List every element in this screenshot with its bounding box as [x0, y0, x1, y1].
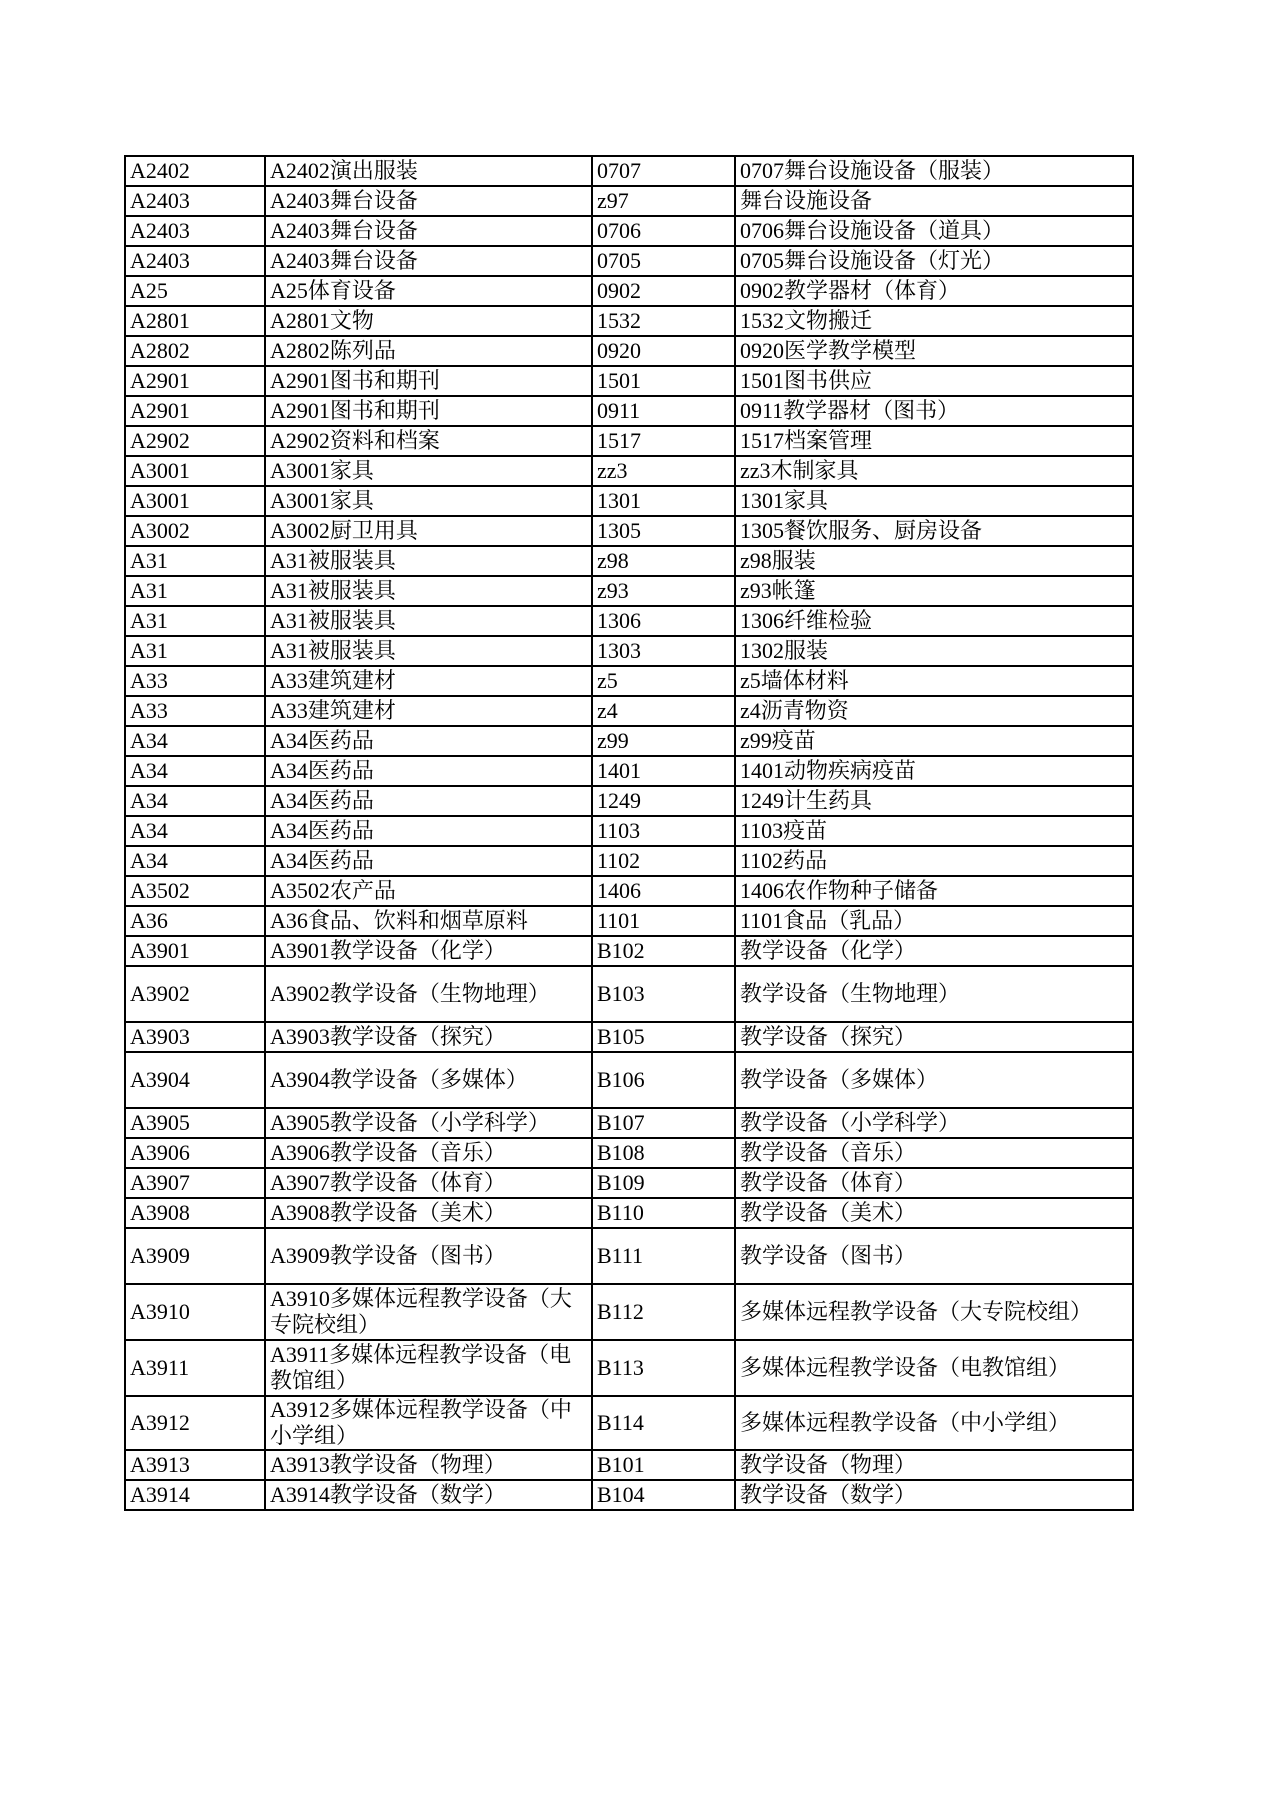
table-row — [125, 966, 1133, 1022]
item-code-cell: 1103 — [592, 816, 735, 846]
table-row — [125, 756, 1133, 786]
category-code-cell: A31 — [125, 606, 265, 636]
table-row — [125, 1052, 1133, 1108]
table-row — [125, 1168, 1133, 1198]
item-name-cell: 0707舞台设施设备（服装） — [735, 156, 1133, 186]
category-code-cell: A2802 — [125, 336, 265, 366]
item-code-cell: B112 — [592, 1284, 735, 1340]
item-code-cell: 1301 — [592, 486, 735, 516]
table-row — [125, 1228, 1133, 1284]
item-name-cell: 教学设备（美术） — [735, 1198, 1133, 1228]
category-name-cell: A3904教学设备（多媒体） — [265, 1052, 592, 1108]
item-name-cell: 教学设备（体育） — [735, 1168, 1133, 1198]
table-row — [125, 1198, 1133, 1228]
item-code-cell: z4 — [592, 696, 735, 726]
item-name-cell: 0911教学器材（图书） — [735, 396, 1133, 426]
item-code-cell: 1501 — [592, 366, 735, 396]
item-name-cell: 1306纤维检验 — [735, 606, 1133, 636]
category-code-cell: A33 — [125, 666, 265, 696]
item-code-cell: B102 — [592, 936, 735, 966]
table-row — [125, 786, 1133, 816]
category-name-cell: A2403舞台设备 — [265, 186, 592, 216]
category-code-cell: A2402 — [125, 156, 265, 186]
category-code-cell: A34 — [125, 756, 265, 786]
category-code-cell: A31 — [125, 636, 265, 666]
table-row — [125, 1138, 1133, 1168]
item-name-cell: 1305餐饮服务、厨房设备 — [735, 516, 1133, 546]
category-code-cell: A2403 — [125, 246, 265, 276]
item-name-cell: 1501图书供应 — [735, 366, 1133, 396]
item-code-cell: 1532 — [592, 306, 735, 336]
item-code-cell: z97 — [592, 186, 735, 216]
item-code-cell: B104 — [592, 1480, 735, 1510]
item-code-cell: 1305 — [592, 516, 735, 546]
item-name-cell: zz3木制家具 — [735, 456, 1133, 486]
category-code-cell: A3907 — [125, 1168, 265, 1198]
item-name-cell: 多媒体远程教学设备（大专院校组） — [735, 1284, 1133, 1340]
table-row — [125, 936, 1133, 966]
item-code-cell: B109 — [592, 1168, 735, 1198]
item-code-cell: z5 — [592, 666, 735, 696]
category-code-cell: A3905 — [125, 1108, 265, 1138]
item-name-cell: 0920医学教学模型 — [735, 336, 1133, 366]
category-code-cell: A3002 — [125, 516, 265, 546]
item-name-cell: 教学设备（小学科学） — [735, 1108, 1133, 1138]
item-name-cell: 1406农作物种子储备 — [735, 876, 1133, 906]
item-name-cell: 教学设备（物理） — [735, 1450, 1133, 1480]
table-row — [125, 726, 1133, 756]
item-code-cell: 1101 — [592, 906, 735, 936]
table-row — [125, 276, 1133, 306]
category-code-cell: A3001 — [125, 486, 265, 516]
category-name-cell: A34医药品 — [265, 786, 592, 816]
category-name-cell: A36食品、饮料和烟草原料 — [265, 906, 592, 936]
category-name-cell: A3908教学设备（美术） — [265, 1198, 592, 1228]
category-code-cell: A3901 — [125, 936, 265, 966]
item-name-cell: z99疫苗 — [735, 726, 1133, 756]
item-name-cell: 1532文物搬迁 — [735, 306, 1133, 336]
item-code-cell: 0706 — [592, 216, 735, 246]
table-row — [125, 246, 1133, 276]
item-name-cell: 1301家具 — [735, 486, 1133, 516]
category-name-cell: A25体育设备 — [265, 276, 592, 306]
item-name-cell: 教学设备（多媒体） — [735, 1052, 1133, 1108]
category-name-cell: A31被服装具 — [265, 606, 592, 636]
table-row — [125, 516, 1133, 546]
item-code-cell: 1306 — [592, 606, 735, 636]
table-row — [125, 546, 1133, 576]
item-code-cell: B114 — [592, 1396, 735, 1450]
item-name-cell: 教学设备（数学） — [735, 1480, 1133, 1510]
item-code-cell: B106 — [592, 1052, 735, 1108]
item-name-cell: z4沥青物资 — [735, 696, 1133, 726]
category-code-cell: A3904 — [125, 1052, 265, 1108]
category-code-cell: A3910 — [125, 1284, 265, 1340]
category-name-cell: A34医药品 — [265, 756, 592, 786]
category-name-cell: A3901教学设备（化学） — [265, 936, 592, 966]
code-mapping-table — [124, 155, 1134, 1511]
table-row — [125, 816, 1133, 846]
item-code-cell: 0902 — [592, 276, 735, 306]
item-name-cell: 1249计生药具 — [735, 786, 1133, 816]
category-code-cell: A33 — [125, 696, 265, 726]
table-row — [125, 696, 1133, 726]
item-code-cell: B101 — [592, 1450, 735, 1480]
table-row — [125, 456, 1133, 486]
item-code-cell: 0707 — [592, 156, 735, 186]
item-code-cell: B105 — [592, 1022, 735, 1052]
category-code-cell: A2403 — [125, 186, 265, 216]
category-name-cell: A3902教学设备（生物地理） — [265, 966, 592, 1022]
item-name-cell: z5墙体材料 — [735, 666, 1133, 696]
category-code-cell: A3912 — [125, 1396, 265, 1450]
item-name-cell: 1102药品 — [735, 846, 1133, 876]
table-row — [125, 606, 1133, 636]
table-row — [125, 1450, 1133, 1480]
category-name-cell: A3905教学设备（小学科学） — [265, 1108, 592, 1138]
item-code-cell: 1517 — [592, 426, 735, 456]
item-code-cell: z98 — [592, 546, 735, 576]
category-name-cell: A3909教学设备（图书） — [265, 1228, 592, 1284]
item-code-cell: 0920 — [592, 336, 735, 366]
table-row — [125, 636, 1133, 666]
category-name-cell: A2403舞台设备 — [265, 216, 592, 246]
category-name-cell: A33建筑建材 — [265, 696, 592, 726]
category-code-cell: A3502 — [125, 876, 265, 906]
item-code-cell: B110 — [592, 1198, 735, 1228]
table-row — [125, 1396, 1133, 1450]
category-code-cell: A3911 — [125, 1340, 265, 1396]
item-code-cell: 0705 — [592, 246, 735, 276]
category-code-cell: A36 — [125, 906, 265, 936]
category-name-cell: A3912多媒体远程教学设备（中小学组） — [265, 1396, 592, 1450]
category-name-cell: A34医药品 — [265, 846, 592, 876]
category-name-cell: A3910多媒体远程教学设备（大专院校组） — [265, 1284, 592, 1340]
table-row — [125, 1284, 1133, 1340]
table-row — [125, 426, 1133, 456]
item-name-cell: 1401动物疾病疫苗 — [735, 756, 1133, 786]
category-name-cell: A2802陈列品 — [265, 336, 592, 366]
category-name-cell: A31被服装具 — [265, 636, 592, 666]
category-code-cell: A31 — [125, 546, 265, 576]
category-name-cell: A3914教学设备（数学） — [265, 1480, 592, 1510]
category-code-cell: A2403 — [125, 216, 265, 246]
category-code-cell: A34 — [125, 786, 265, 816]
category-name-cell: A2402演出服装 — [265, 156, 592, 186]
item-code-cell: 1102 — [592, 846, 735, 876]
item-name-cell: 教学设备（音乐） — [735, 1138, 1133, 1168]
category-name-cell: A3903教学设备（探究） — [265, 1022, 592, 1052]
category-name-cell: A3002厨卫用具 — [265, 516, 592, 546]
item-code-cell: 1303 — [592, 636, 735, 666]
item-name-cell: 教学设备（图书） — [735, 1228, 1133, 1284]
item-code-cell: B113 — [592, 1340, 735, 1396]
item-name-cell: 多媒体远程教学设备（电教馆组） — [735, 1340, 1133, 1396]
item-name-cell: 1101食品（乳品） — [735, 906, 1133, 936]
category-code-cell: A2801 — [125, 306, 265, 336]
item-code-cell: 1406 — [592, 876, 735, 906]
item-code-cell: 1401 — [592, 756, 735, 786]
category-name-cell: A31被服装具 — [265, 576, 592, 606]
category-name-cell: A2901图书和期刊 — [265, 366, 592, 396]
category-name-cell: A2403舞台设备 — [265, 246, 592, 276]
category-code-cell: A3906 — [125, 1138, 265, 1168]
category-code-cell: A3903 — [125, 1022, 265, 1052]
category-code-cell: A3001 — [125, 456, 265, 486]
table-row — [125, 1340, 1133, 1396]
table-row — [125, 576, 1133, 606]
item-code-cell: zz3 — [592, 456, 735, 486]
category-code-cell: A2901 — [125, 396, 265, 426]
table-row — [125, 1480, 1133, 1510]
item-name-cell: 多媒体远程教学设备（中小学组） — [735, 1396, 1133, 1450]
table-row — [125, 396, 1133, 426]
item-code-cell: z93 — [592, 576, 735, 606]
table-row — [125, 1108, 1133, 1138]
category-code-cell: A3902 — [125, 966, 265, 1022]
table-row — [125, 486, 1133, 516]
category-code-cell: A3913 — [125, 1450, 265, 1480]
category-code-cell: A2901 — [125, 366, 265, 396]
category-name-cell: A3906教学设备（音乐） — [265, 1138, 592, 1168]
table-row — [125, 366, 1133, 396]
category-name-cell: A33建筑建材 — [265, 666, 592, 696]
item-name-cell: 教学设备（生物地理） — [735, 966, 1133, 1022]
item-name-cell: 0706舞台设施设备（道具） — [735, 216, 1133, 246]
category-code-cell: A34 — [125, 846, 265, 876]
category-name-cell: A3001家具 — [265, 486, 592, 516]
category-name-cell: A2901图书和期刊 — [265, 396, 592, 426]
item-code-cell: B107 — [592, 1108, 735, 1138]
item-name-cell: 1302服装 — [735, 636, 1133, 666]
category-code-cell: A31 — [125, 576, 265, 606]
table-row — [125, 1022, 1133, 1052]
table-row — [125, 876, 1133, 906]
category-name-cell: A3911多媒体远程教学设备（电教馆组） — [265, 1340, 592, 1396]
category-name-cell: A31被服装具 — [265, 546, 592, 576]
item-name-cell: 0902教学器材（体育） — [735, 276, 1133, 306]
category-code-cell: A25 — [125, 276, 265, 306]
item-name-cell: z98服装 — [735, 546, 1133, 576]
category-name-cell: A2902资料和档案 — [265, 426, 592, 456]
category-code-cell: A34 — [125, 816, 265, 846]
table-row — [125, 336, 1133, 366]
table-row — [125, 216, 1133, 246]
category-code-cell: A34 — [125, 726, 265, 756]
item-code-cell: 1249 — [592, 786, 735, 816]
category-code-cell: A3908 — [125, 1198, 265, 1228]
item-code-cell: B103 — [592, 966, 735, 1022]
category-name-cell: A2801文物 — [265, 306, 592, 336]
item-code-cell: B111 — [592, 1228, 735, 1284]
table-row — [125, 306, 1133, 336]
item-name-cell: 教学设备（化学） — [735, 936, 1133, 966]
item-name-cell: 0705舞台设施设备（灯光） — [735, 246, 1133, 276]
item-name-cell: 教学设备（探究） — [735, 1022, 1133, 1052]
category-name-cell: A3913教学设备（物理） — [265, 1450, 592, 1480]
table-row — [125, 666, 1133, 696]
item-name-cell: 1103疫苗 — [735, 816, 1133, 846]
category-name-cell: A3502农产品 — [265, 876, 592, 906]
item-code-cell: 0911 — [592, 396, 735, 426]
table-row — [125, 186, 1133, 216]
category-code-cell: A2902 — [125, 426, 265, 456]
item-name-cell: z93帐篷 — [735, 576, 1133, 606]
category-code-cell: A3914 — [125, 1480, 265, 1510]
item-name-cell: 舞台设施设备 — [735, 186, 1133, 216]
item-name-cell: 1517档案管理 — [735, 426, 1133, 456]
table-row — [125, 906, 1133, 936]
category-name-cell: A34医药品 — [265, 726, 592, 756]
table-row — [125, 156, 1133, 186]
table-row — [125, 846, 1133, 876]
category-name-cell: A3001家具 — [265, 456, 592, 486]
category-name-cell: A34医药品 — [265, 816, 592, 846]
category-name-cell: A3907教学设备（体育） — [265, 1168, 592, 1198]
item-code-cell: z99 — [592, 726, 735, 756]
category-code-cell: A3909 — [125, 1228, 265, 1284]
item-code-cell: B108 — [592, 1138, 735, 1168]
